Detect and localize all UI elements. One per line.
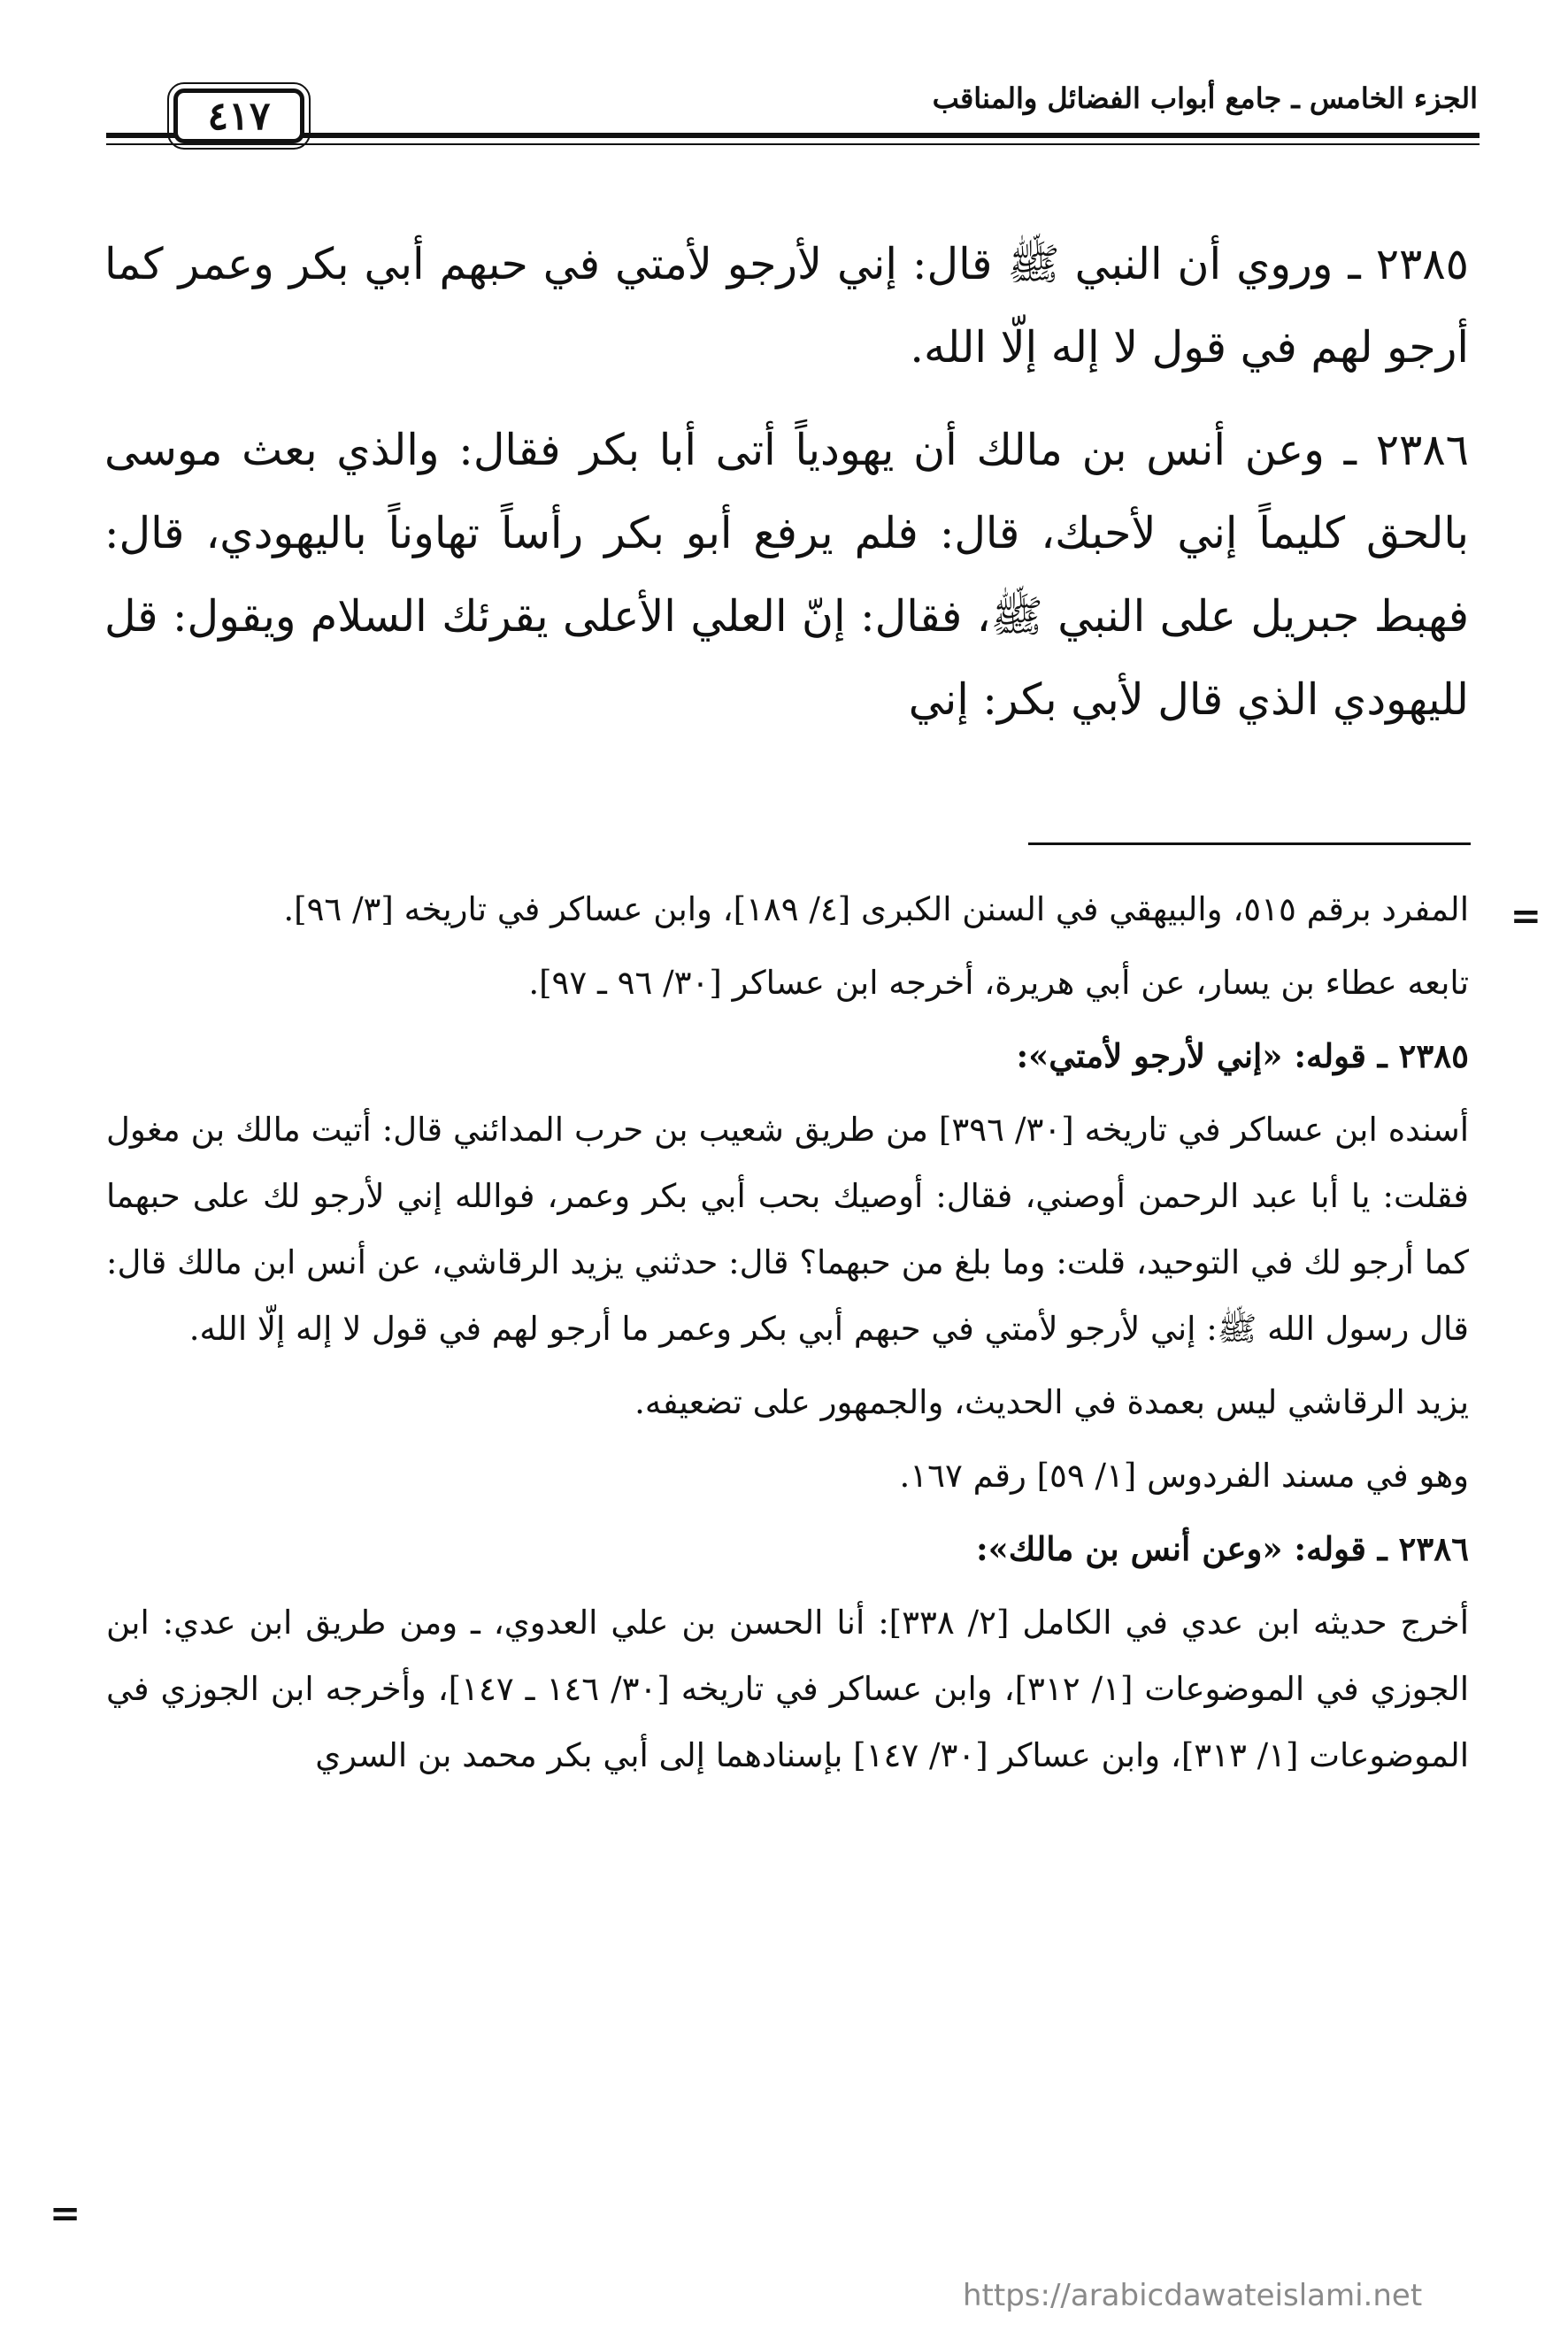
footnote-heading-2386 (106, 1516, 1469, 1582)
footnote-heading-2385 (106, 1023, 1469, 1089)
watermark-url: https://arabicdawateislami.net (963, 2278, 1423, 2313)
footnote-continuation-mark-bottom: = (50, 2191, 81, 2235)
footnote-continuation-mark-top: = (1510, 894, 1541, 937)
footnote-divider (1028, 842, 1471, 845)
footnote-text: أسنده ابن عساكر في تاريخه [٣٠/ ٣٩٦] من طريق شعيب بن حرب المدائني قال: أتيت مالك بن مغول فقلت: يا أبا عبد الرحمن أوصني، فقال: أوصيك بحب أبي بكر وعمر، فوالله إني لأرجو لك على حبهما كما أرجو لك في التوحيد، قلت: وما بلغ من حبهما؟ قال: حدثني يزيد الرقاشي، عن أنس ابن مالك قال: قال رسول الله ﷺ: إني لأرجو لأمتي في حبهم أبي بكر وعمر ما أرجو لهم في قول لا إله إلّا الله. (106, 1111, 1469, 1348)
page-number-box: ٤١٧ (173, 88, 304, 143)
main-text (104, 223, 1469, 761)
running-title: الجزء الخامس ـ جامع أبواب الفضائل والمناقب (932, 81, 1478, 115)
footnote-paragraph (106, 1442, 1469, 1509)
header-rule-thin (106, 143, 1480, 145)
footnote-paragraph (106, 876, 1469, 942)
header-rule-thick (106, 133, 1480, 138)
footnote-heading: ٢٣٨٥ ـ قوله: «إني لأرجو لأمتي»: (1016, 1036, 1469, 1075)
footnote-heading: ٢٣٨٦ ـ قوله: «وعن أنس بن مالك»: (976, 1529, 1469, 1568)
footnote-paragraph (106, 1096, 1469, 1362)
footnotes (106, 876, 1469, 1796)
footnote-text: يزيد الرقاشي ليس بعمدة في الحديث، والجمهور على تضعيفه. (634, 1383, 1469, 1421)
footnote-paragraph (106, 1589, 1469, 1789)
hadith-2385: ٢٣٨٥ ـ وروي أن النبي ﷺ قال: إني لأرجو لأمتي في حبهم أبي بكر وعمر كما أرجو لهم في قول لا إله إلّا الله. (104, 239, 1469, 373)
hadith-2386: ٢٣٨٦ ـ وعن أنس بن مالك أن يهودياً أتى أبا بكر فقال: والذي بعث موسى بالحق كليماً إني لأحبك، قال: فلم يرفع أبو بكر رأساً تهاوناً باليهودي، قال: فهبط جبريل على النبي ﷺ، فقال: إنّ العلي الأعلى يقرئك السلام ويقول: قل لليهودي الذي قال لأبي بكر: إني (104, 425, 1469, 725)
footnote-text: أخرج حديثه ابن عدي في الكامل [٢/ ٣٣٨]: أنا الحسن بن علي العدوي، ـ ومن طريق ابن عدي: ابن الجوزي في الموضوعات [١/ ٣١٢]، وابن عساكر في تاريخه [٣٠/ ١٤٦ ـ ١٤٧]، وأخرجه ابن الجوزي في الموضوعات [١/ ٣١٣]، وابن عساكر [٣٠/ ١٤٧] بإسنادهما إلى أبي بكر محمد بن السري (106, 1604, 1470, 1774)
footnote-paragraph (106, 950, 1469, 1016)
footnote-paragraph (106, 1369, 1469, 1435)
footnote-text: تابعه عطاء بن يسار، عن أبي هريرة، أخرجه ابن عساكر [٣٠/ ٩٦ ـ ٩٧]. (528, 964, 1469, 1002)
footnote-text: المفرد برقم ٥١٥، والبيهقي في السنن الكبرى [٤/ ١٨٩]، وابن عساكر في تاريخه [٣/ ٩٦]. (283, 890, 1469, 928)
footnote-text: وهو في مسند الفردوس [١/ ٥٩] رقم ١٦٧. (899, 1457, 1469, 1495)
page-header (0, 81, 1568, 170)
